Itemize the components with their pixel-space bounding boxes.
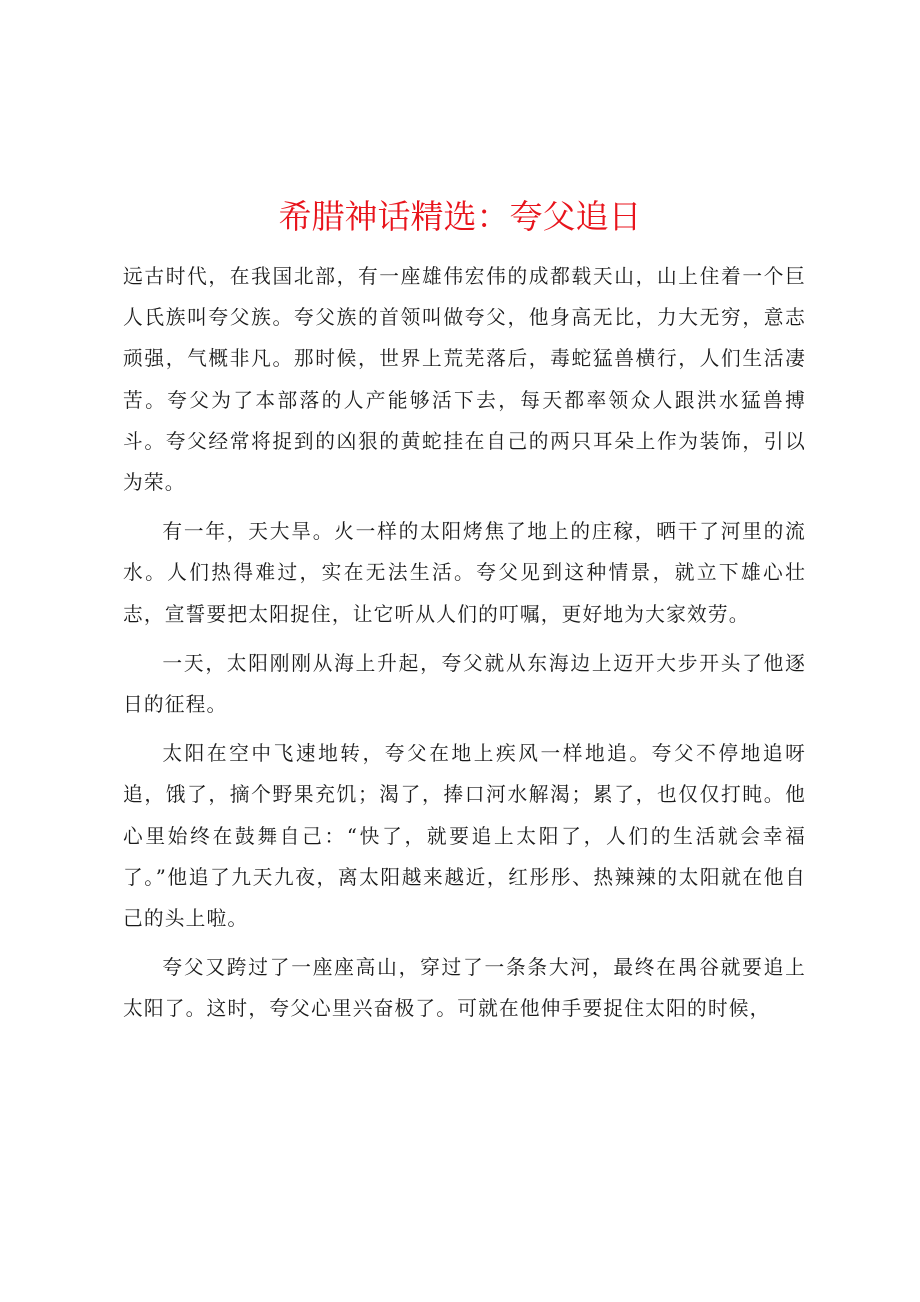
paragraph-4: 太阳在空中飞速地转，夸父在地上疾风一样地追。夸父不停地追呀追，饿了，摘个野果充饥；渴了，捧口河水解渴；累了，也仅仅打盹。他心里始终在鼓舞自己：“快了，就要追上太阳了，人们的生活就会幸福了。”他追了九天九夜，离太阳越来越近，红彤彤、热辣辣的太阳就在他自己的头上啦。 <box>123 742 806 931</box>
paragraph-5: 夸父又跨过了一座座高山，穿过了一条条大河，最终在禺谷就要追上太阳了。这时，夸父心里兴奋极了。可就在他伸手要捉住太阳的时候， <box>123 956 806 1021</box>
paragraph-3: 一天，太阳刚刚从海上升起，夸父就从东海边上迈开大步开头了他逐日的征程。 <box>123 651 806 717</box>
paragraph-1: 远古时代，在我国北部，有一座雄伟宏伟的成都载天山，山上住着一个巨人氏族叫夸父族。夸父族的首领叫做夸父，他身高无比，力大无穷，意志顽强，气概非凡。那时候，世界上荒芜落后，毒蛇猛兽横行，人们生活凄苦。夸父为了本部落的人产能够活下去，每天都率领众人跟洪水猛兽搏斗。夸父经常将捉到的凶狠的黄蛇挂在自己的两只耳朵上作为装饰，引以为荣。 <box>123 265 806 495</box>
paragraph-2: 有一年，天大旱。火一样的太阳烤焦了地上的庄稼，晒干了河里的流水。人们热得难过，实在无法生活。夸父见到这种情景，就立下雄心壮志，宣誓要把太阳捉住，让它听从人们的叮嘱，更好地为大家效劳。 <box>123 520 806 626</box>
document-title: 希腊神话精选：夸父追日 <box>278 197 642 236</box>
document-body <box>123 256 806 1030</box>
